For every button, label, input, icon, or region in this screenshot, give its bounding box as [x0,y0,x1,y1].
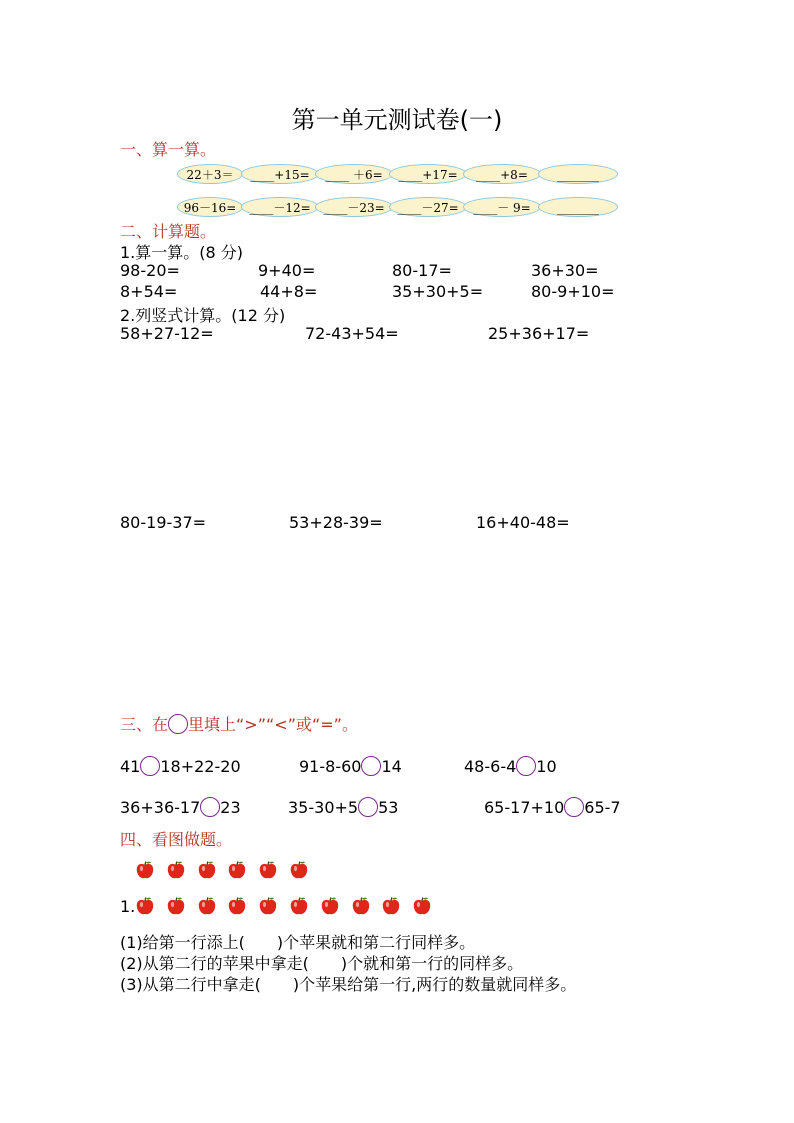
vertical-calc-item: 16+40-48= [476,513,570,532]
calc-item: 8+54= [120,282,178,301]
compare-right: 10 [536,757,557,776]
pill-cell: ____－12= [241,197,319,217]
apple-icon [227,896,247,916]
pill-cell: ____－27= [389,197,467,217]
calc-item: 44+8= [260,282,318,301]
compare-right: 65-7 [584,798,621,817]
apple-icon [258,860,278,880]
section3-heading-suffix: 里填上“>”“<”或“=”。 [188,715,358,734]
compare-right: 23 [220,798,241,817]
apple-icon [197,860,217,880]
compare-right: 53 [378,798,399,817]
section3-heading-prefix: 三、在 [120,715,169,734]
compare-left: 35-30+5 [288,798,359,817]
answer-circle-icon [168,714,188,734]
compare-circle[interactable] [516,756,536,776]
compare-circle[interactable] [564,797,584,817]
pill-cell: ____ ＋6= [315,164,393,184]
compare-item [484,797,621,817]
compare-item [299,756,402,776]
section1-heading: 一、算一算。 [120,140,217,159]
calc-item: 35+30+5= [392,282,484,301]
compare-item [120,756,241,776]
pill-cell: ____－23= [315,197,393,217]
page-title: 第一单元测试卷(一) [291,106,503,134]
pill-cell: _______ [538,197,618,217]
compare-left: 48-6-4 [464,757,517,776]
vertical-calc-item: 53+28-39= [289,513,383,532]
calc-item: 9+40= [258,261,316,280]
compare-left: 41 [120,757,141,776]
question-2: (2)从第二行的苹果中拿走( )个就和第一行的同样多。 [120,954,524,973]
pill-cell: _______ [538,164,618,184]
compare-circle[interactable] [140,756,160,776]
apple-row-2-prefix: 1. [120,897,136,916]
calc-item: 80-17= [392,261,452,280]
compare-circle[interactable] [200,797,220,817]
calc-item: 98-20= [120,261,180,280]
compare-left: 65-17+10 [484,798,565,817]
pill-cell: ____－ 9= [463,197,541,217]
calc-item: 80-9+10= [531,282,615,301]
compare-circle[interactable] [358,797,378,817]
apple-icon [351,896,371,916]
part1-label: 1.算一算。(8 分) [120,243,244,262]
compare-item [120,797,241,817]
apple-icon [197,896,217,916]
apple-icon [289,896,309,916]
compare-left: 36+36-17 [120,798,201,817]
compare-item [464,756,557,776]
question-3: (3)从第二行中拿走( )个苹果给第一行,两行的数量就同样多。 [120,975,577,994]
apple-icon [135,896,155,916]
pill-cell: ____+15= [241,164,319,184]
apple-icon [166,860,186,880]
apple-icon [289,860,309,880]
section4-heading: 四、看图做题。 [120,830,233,849]
apple-icon [135,860,155,880]
pill-cell: ____+17= [389,164,467,184]
pill-cell: 96－16= [177,197,243,217]
apple-icon [381,896,401,916]
vertical-calc-item: 72-43+54= [305,324,399,343]
section2-heading: 二、计算题。 [120,222,217,241]
question-1: (1)给第一行添上( )个苹果就和第二行同样多。 [120,933,476,952]
apple-icon [412,896,432,916]
pill-cell: ____+8= [463,164,541,184]
compare-left: 91-8-60 [299,757,362,776]
calc-item: 36+30= [531,261,599,280]
vertical-calc-item: 80-19-37= [120,513,207,532]
vertical-calc-item: 58+27-12= [120,324,214,343]
compare-item [288,797,398,817]
apple-icon [166,896,186,916]
apple-icon [258,896,278,916]
section3-heading [120,712,358,735]
compare-right: 14 [381,757,402,776]
apple-icon [227,860,247,880]
part2-label: 2.列竖式计算。(12 分) [120,306,286,325]
apple-icon [320,896,340,916]
compare-right: 18+22-20 [160,757,241,776]
pill-cell: 22＋3＝ [177,164,243,184]
compare-circle[interactable] [361,756,381,776]
vertical-calc-item: 25+36+17= [488,324,590,343]
